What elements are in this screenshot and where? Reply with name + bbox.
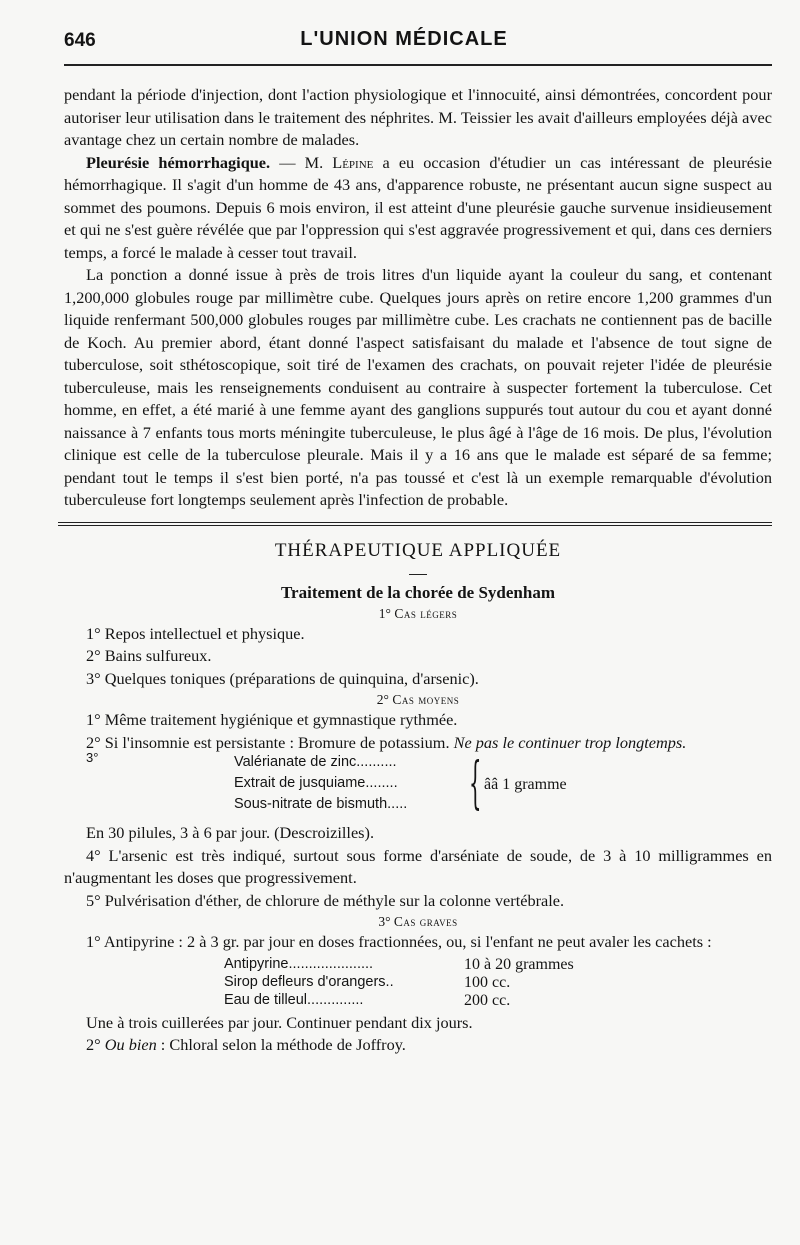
list-item-text: 2° Si l'insomnie est persistante : Bromure de potassium.: [86, 732, 454, 752]
case-heading-1-num: 1°: [378, 605, 391, 621]
prescription-1-num: 3°: [86, 750, 99, 765]
prescription-qty: 100 cc.: [464, 973, 511, 991]
list-item: [64, 1034, 772, 1057]
list-item: 1° Antipyrine : 2 à 3 gr. par jour en doses fractionnées, ou, si l'enfant ne peut avaler les cachets :: [86, 932, 712, 951]
list-item-italic: Ou bien: [104, 1035, 157, 1054]
treatment-title: Traitement de la chorée de Sydenham: [280, 582, 555, 602]
page-header: [64, 0, 772, 58]
prescription-2: [64, 954, 772, 1012]
list-item: [64, 732, 772, 755]
header-rule: [64, 64, 772, 66]
case-heading-3-num: 3°: [378, 914, 391, 929]
prescription-line: Extrait de jusquiame........: [234, 775, 398, 791]
prescription-qty: 10 à 20 grammes: [464, 955, 574, 973]
prescription-line: Sous-nitrate de bismuth.....: [234, 796, 408, 812]
page-body: [64, 84, 772, 1057]
case-heading-2-label: Cas moyens: [392, 692, 460, 707]
list-item-num: 2°: [86, 1035, 105, 1054]
paragraph-2: [64, 152, 772, 265]
prescription-line: Sirop defleurs d'orangers..: [224, 973, 394, 990]
list-item: 4° L'arsenic est très indiqué, surtout sous forme d'arséniate de soude, de 3 à 10 milligrammes en n'augmentant les doses que progressivement.: [64, 845, 772, 887]
list-item: 2° Bains sulfureux.: [86, 646, 212, 665]
case-heading-2-num: 2°: [376, 692, 389, 707]
title-dash: [64, 566, 772, 576]
case-heading-1: [64, 604, 772, 623]
case-heading-3-label: Cas graves: [393, 914, 458, 929]
paragraph-3: La ponction a donné issue à près de trois litres d'un liquide ayant la couleur du sang, et contenant 1,200,000 globules rouge par millimètre cube. Quelques jours après on retire encore 1,200 grammes d'un liquide renfermant 500,000 globules rouges par millimètre cube. Les crachats ne contiennent pas de bacille de Koch. Au premier abord, étant donné l'aspect satisfaisant du malade et l'absence de tout signe de tuberculose, soit sthétoscopique, soit tiré de l'examen des crachats, on pouvait rejeter l'idée de pleurésie tuberculeuse, mais les renseignements conduisent au contraire à suspecter fortement la tuberculose. Cet homme, en effet, a été marié à une femme ayant des ganglions suppurés tout autour du cou et ayant donné naissance à 7 enfants tous morts méningite tuberculeuse, le plus âgé à l'âge de 16 mois. De plus, l'évolution clinique est celle de la tuberculose pleurale. Mais il y a 16 ans que le malade est séparé de sa femme; pendant tout le temps il s'est bien porté, n'a pas toussé et c'est là un exemple remarquable d'évolution tuberculeuse fort longtemps seulement après l'infection de probable.: [64, 265, 772, 509]
prescription-1-dose: ââ 1 gramme: [484, 776, 567, 793]
prescription-2-note: Une à trois cuillerées par jour. Continuer pendant dix jours.: [86, 1012, 473, 1032]
section-title: THÉRAPEUTIQUE APPLIQUÉE: [274, 539, 562, 561]
list-item: 5° Pulvérisation d'éther, de chlorure de méthyle sur la colonne vertébrale.: [86, 890, 565, 910]
journal-title: L'UNION MÉDICALE: [300, 28, 508, 50]
prescription-line: Eau de tilleul..............: [224, 991, 364, 1008]
prescription-line: Antipyrine.....................: [224, 955, 374, 972]
paragraph-2-author: Lépine: [332, 152, 374, 172]
paragraph-2-dash: — M.: [270, 152, 333, 172]
case-heading-1-label: Cas légers: [394, 605, 458, 621]
brace-symbol: {: [469, 751, 482, 816]
list-item: 1° Repos intellectuel et physique.: [86, 623, 305, 643]
prescription-line: Valérianate de zinc..........: [234, 754, 397, 770]
list-item: 1° Même traitement hygiénique et gymnastique rythmée.: [86, 710, 458, 729]
section-separator: [58, 522, 772, 526]
paragraph-2-heading: Pleurésie hémorrhagique.: [86, 152, 271, 172]
prescription-1-note: En 30 pilules, 3 à 6 par jour. (Descroizilles).: [86, 823, 375, 842]
list-item: 3° Quelques toniques (préparations de quinquina, d'arsenic).: [86, 668, 479, 688]
list-item-text: : Chloral selon la méthode de Joffroy.: [156, 1035, 406, 1054]
case-heading-2: [64, 690, 772, 709]
paragraph-1: pendant la période d'injection, dont l'action physiologique et l'innocuité, ainsi démontrées, concordent pour autoriser leur utilisation dans le traitement des néphrites. M. Teissier les avait d'ailleurs employées déjà avec avantage chez un certain nombre de malades.: [64, 85, 772, 149]
page-number: 646: [64, 30, 96, 51]
prescription-qty: 200 cc.: [464, 991, 511, 1009]
case-heading-3: [64, 912, 772, 931]
paragraph-2-text: a eu occasion d'étudier un cas intéressant de pleurésie hémorrhagique. Il s'agit d'un homme de 43 ans, d'apparence robuste, ne présentant aucun signe suspect au sommet des poumons. Depuis 6 mois environ, il est atteint d'une pleurésie gauche survenue insidieusement et qui ne s'est guère révélée que par l'oppression qui s'est aggravée progressivement et qui, dans ces derniers temps, a forcé le malade à cesser tout travail.: [64, 152, 773, 262]
list-item-italic: Ne pas le continuer trop longtemps.: [453, 732, 687, 752]
prescription-1: [64, 750, 772, 820]
